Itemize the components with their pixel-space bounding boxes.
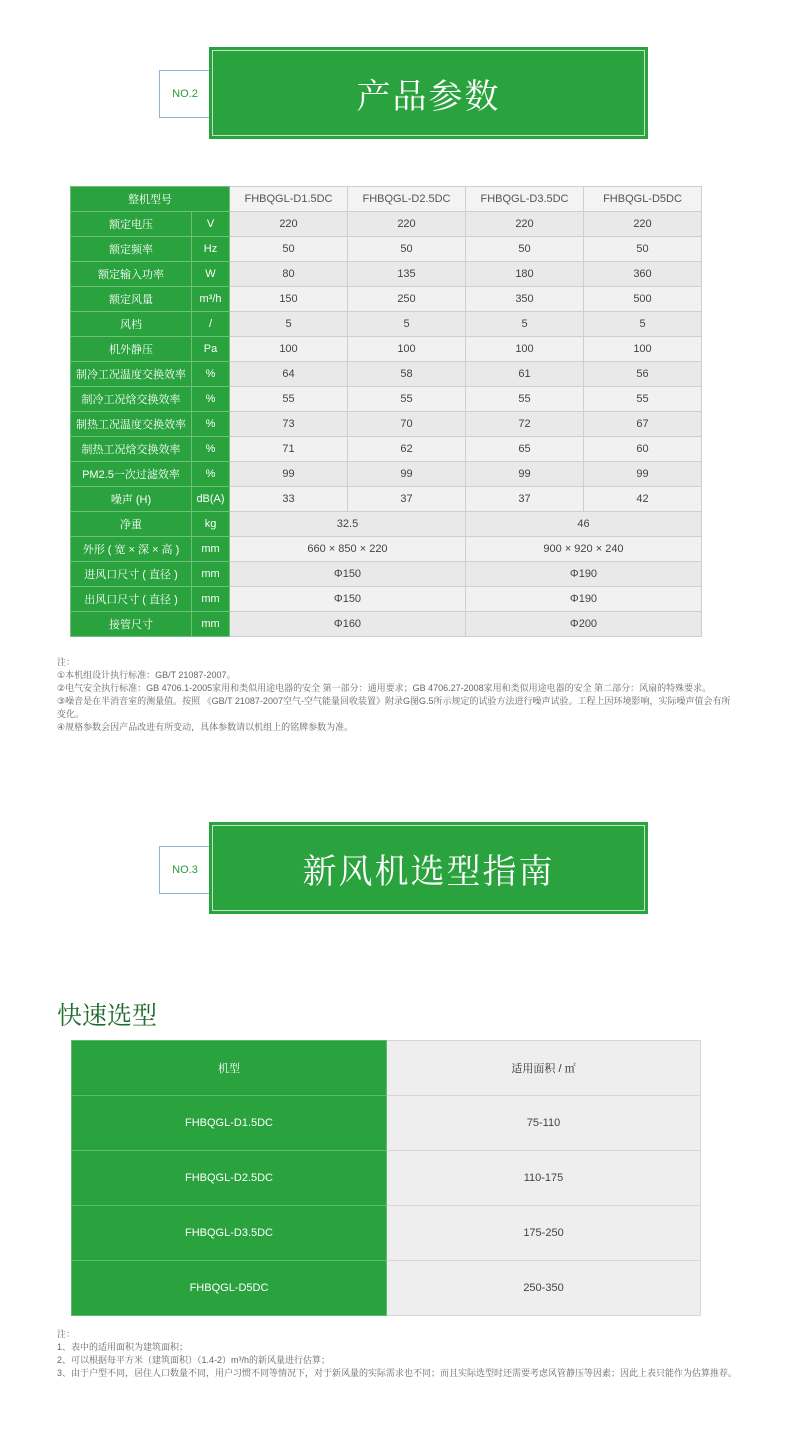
spec-value-cell: 55	[348, 387, 466, 412]
section-number-badge	[159, 846, 210, 894]
spec-row	[71, 462, 702, 487]
spec-value-cell: 50	[230, 237, 348, 262]
spec-value-cell: 220	[348, 212, 466, 237]
spec-param-label: 接管尺寸	[71, 612, 192, 637]
spec-value-cell: 37	[466, 487, 584, 512]
spec-param-label: 噪声 (H)	[71, 487, 192, 512]
spec-param-label: 额定频率	[71, 237, 192, 262]
spec-param-unit: %	[192, 412, 230, 437]
spec-value-cell: Φ190	[466, 562, 702, 587]
spec-value-cell: Φ190	[466, 587, 702, 612]
spec-model-cell: FHBQGL-D5DC	[584, 187, 702, 212]
quick-area-cell: 110-175	[387, 1151, 701, 1206]
spec-value-cell: 99	[584, 462, 702, 487]
quick-area-cell: 175-250	[387, 1206, 701, 1261]
spec-row	[71, 287, 702, 312]
spec-value-cell: 220	[230, 212, 348, 237]
spec-value-cell: 50	[466, 237, 584, 262]
spec-row	[71, 337, 702, 362]
spec-header-label: 整机型号	[71, 187, 230, 212]
section-title: 产品参数	[356, 77, 501, 116]
spec-param-label: 机外静压	[71, 337, 192, 362]
spec-param-unit: %	[192, 362, 230, 387]
spec-param-label: 制冷工况温度交换效率	[71, 362, 192, 387]
quick-select-table	[71, 1040, 701, 1316]
spec-param-unit: mm	[192, 587, 230, 612]
quick-header-model: 机型	[72, 1041, 387, 1096]
spec-notes	[57, 656, 737, 734]
spec-param-unit: %	[192, 462, 230, 487]
note-line: ②电气安全执行标准：GB 4706.1-2005家用和类似用途电器的安全 第一部分：通用要求；GB 4706.27-2008家用和类似用途电器的安全 第二部分：风扇的特殊要求。	[57, 683, 712, 693]
section-title: 新风机选型指南	[302, 852, 555, 891]
spec-param-unit: Pa	[192, 337, 230, 362]
spec-value-cell: 99	[348, 462, 466, 487]
spec-model-cell: FHBQGL-D3.5DC	[466, 187, 584, 212]
spec-param-label: 额定输入功率	[71, 262, 192, 287]
spec-value-cell: 100	[230, 337, 348, 362]
spec-row	[71, 412, 702, 437]
spec-param-unit: %	[192, 437, 230, 462]
quick-row	[72, 1151, 701, 1206]
spec-value-cell: 5	[584, 312, 702, 337]
spec-param-unit: mm	[192, 612, 230, 637]
spec-model-cell: FHBQGL-D2.5DC	[348, 187, 466, 212]
quick-model-cell: FHBQGL-D1.5DC	[72, 1096, 387, 1151]
spec-param-unit: mm	[192, 537, 230, 562]
spec-value-cell: 50	[348, 237, 466, 262]
spec-value-cell: 67	[584, 412, 702, 437]
spec-value-cell: 58	[348, 362, 466, 387]
spec-param-label: 额定电压	[71, 212, 192, 237]
spec-value-cell: 900 × 920 × 240	[466, 537, 702, 562]
spec-row	[71, 562, 702, 587]
note-line: 注：	[57, 1329, 76, 1339]
spec-value-cell: 360	[584, 262, 702, 287]
spec-value-cell: 220	[584, 212, 702, 237]
spec-header-row	[71, 187, 702, 212]
spec-value-cell: 73	[230, 412, 348, 437]
spec-row	[71, 237, 702, 262]
spec-value-cell: Φ160	[230, 612, 466, 637]
quick-header-area: 适用面积 / ㎡	[387, 1041, 701, 1096]
spec-value-cell: 33	[230, 487, 348, 512]
quick-row	[72, 1261, 701, 1316]
spec-param-unit: /	[192, 312, 230, 337]
spec-value-cell: 99	[230, 462, 348, 487]
note-line: ①本机组设计执行标准：GB/T 21087-2007。	[57, 670, 236, 680]
spec-value-cell: 660 × 850 × 220	[230, 537, 466, 562]
quick-notes	[57, 1328, 737, 1380]
spec-value-cell: 46	[466, 512, 702, 537]
spec-param-unit: mm	[192, 562, 230, 587]
spec-value-cell: 55	[230, 387, 348, 412]
spec-value-cell: Φ200	[466, 612, 702, 637]
spec-value-cell: 64	[230, 362, 348, 387]
spec-value-cell: 180	[466, 262, 584, 287]
spec-row	[71, 537, 702, 562]
spec-row	[71, 312, 702, 337]
spec-value-cell: 100	[466, 337, 584, 362]
spec-param-label: 制热工况焓交换效率	[71, 437, 192, 462]
note-line: ④规格参数会因产品改进有所变动，具体参数请以机组上的铭牌参数为准。	[57, 722, 354, 732]
spec-value-cell: 5	[466, 312, 584, 337]
quick-model-cell: FHBQGL-D2.5DC	[72, 1151, 387, 1206]
spec-value-cell: 150	[230, 287, 348, 312]
spec-param-unit: %	[192, 387, 230, 412]
spec-value-cell: 100	[348, 337, 466, 362]
spec-model-cell: FHBQGL-D1.5DC	[230, 187, 348, 212]
spec-value-cell: 62	[348, 437, 466, 462]
spec-value-cell: 5	[230, 312, 348, 337]
spec-param-label: 风档	[71, 312, 192, 337]
spec-table	[70, 186, 702, 637]
spec-value-cell: 500	[584, 287, 702, 312]
quick-model-cell: FHBQGL-D3.5DC	[72, 1206, 387, 1261]
spec-param-label: PM2.5一次过滤效率	[71, 462, 192, 487]
spec-value-cell: 80	[230, 262, 348, 287]
note-line: ③噪音是在半消音室的测量值。按照 《GB/T 21087-2007空气-空气能量回收装置》附录G图G.5所示规定的试验方法进行噪声试验。工程上因环境影响，实际噪声值会有所变化。	[57, 696, 731, 719]
spec-value-cell: 37	[348, 487, 466, 512]
note-line: 1、表中的适用面积为建筑面积；	[57, 1342, 189, 1352]
spec-param-unit: Hz	[192, 237, 230, 262]
spec-row	[71, 212, 702, 237]
spec-param-label: 进风口尺寸 ( 直径 )	[71, 562, 192, 587]
spec-value-cell: 100	[584, 337, 702, 362]
spec-param-unit: m³/h	[192, 287, 230, 312]
spec-row	[71, 512, 702, 537]
spec-value-cell: 55	[466, 387, 584, 412]
spec-param-label: 净重	[71, 512, 192, 537]
spec-row	[71, 612, 702, 637]
spec-value-cell: 72	[466, 412, 584, 437]
spec-value-cell: Φ150	[230, 587, 466, 612]
spec-row	[71, 587, 702, 612]
spec-value-cell: 250	[348, 287, 466, 312]
section-number: NO.2	[172, 88, 198, 100]
spec-value-cell: 70	[348, 412, 466, 437]
spec-value-cell: 350	[466, 287, 584, 312]
quick-select-title: 快速选型	[57, 1002, 158, 1030]
quick-row	[72, 1206, 701, 1261]
spec-value-cell: 61	[466, 362, 584, 387]
spec-row	[71, 262, 702, 287]
spec-row	[71, 362, 702, 387]
spec-value-cell: 99	[466, 462, 584, 487]
spec-value-cell: 220	[466, 212, 584, 237]
note-line: 2、可以根据每平方米（建筑面积）（1.4-2）m³/h的新风量进行估算；	[57, 1355, 331, 1365]
quick-header-row	[72, 1041, 701, 1096]
spec-value-cell: 65	[466, 437, 584, 462]
spec-value-cell: 5	[348, 312, 466, 337]
section-number: NO.3	[172, 864, 198, 876]
spec-param-unit: kg	[192, 512, 230, 537]
spec-value-cell: 32.5	[230, 512, 466, 537]
note-line: 3、由于户型不同，居住人口数量不同，用户习惯不同等情况下，对于新风量的实际需求也不同；而且实际选型时还需要考虑风管静压等因素；因此上表只能作为估算推荐。	[57, 1368, 738, 1378]
spec-param-label: 制热工况温度交换效率	[71, 412, 192, 437]
spec-param-label: 额定风量	[71, 287, 192, 312]
note-line: 注：	[57, 657, 76, 667]
spec-param-label: 制冷工况焓交换效率	[71, 387, 192, 412]
spec-value-cell: Φ150	[230, 562, 466, 587]
spec-value-cell: 42	[584, 487, 702, 512]
spec-row	[71, 487, 702, 512]
quick-area-cell: 75-110	[387, 1096, 701, 1151]
spec-param-label: 外形 ( 宽 × 深 × 高 )	[71, 537, 192, 562]
section-title-banner	[212, 825, 645, 911]
quick-model-cell: FHBQGL-D5DC	[72, 1261, 387, 1316]
spec-row	[71, 437, 702, 462]
spec-value-cell: 55	[584, 387, 702, 412]
spec-param-unit: W	[192, 262, 230, 287]
quick-row	[72, 1096, 701, 1151]
spec-row	[71, 387, 702, 412]
section-number-badge	[159, 70, 210, 118]
spec-value-cell: 71	[230, 437, 348, 462]
spec-value-cell: 56	[584, 362, 702, 387]
spec-param-unit: dB(A)	[192, 487, 230, 512]
spec-param-unit: V	[192, 212, 230, 237]
spec-value-cell: 50	[584, 237, 702, 262]
quick-area-cell: 250-350	[387, 1261, 701, 1316]
spec-value-cell: 60	[584, 437, 702, 462]
spec-value-cell: 135	[348, 262, 466, 287]
section-title-banner	[212, 50, 645, 136]
spec-param-label: 出风口尺寸 ( 直径 )	[71, 587, 192, 612]
